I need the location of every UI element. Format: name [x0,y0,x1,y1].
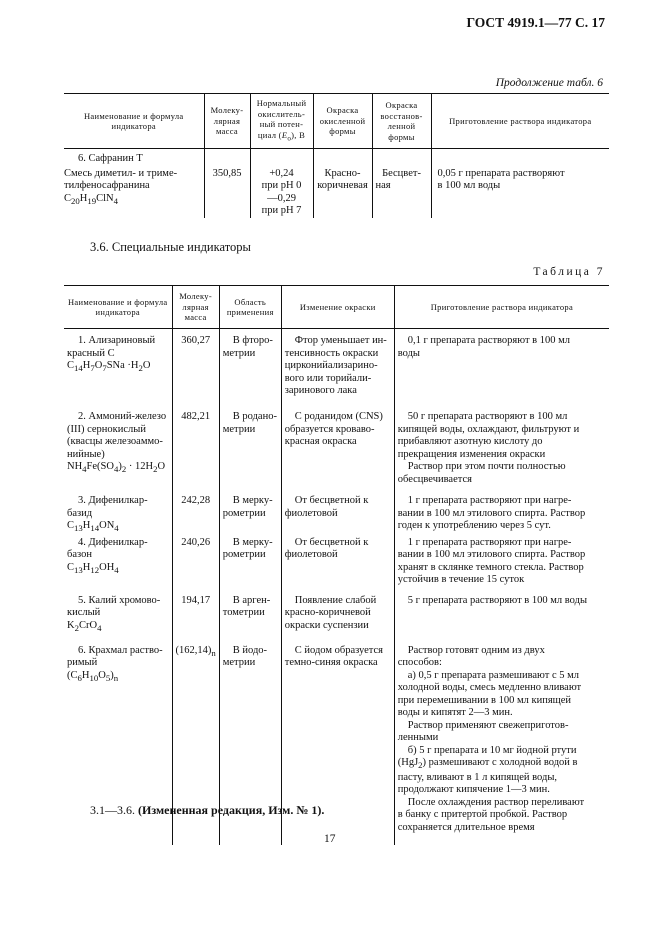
page-number: 17 [324,833,336,845]
preparation: 0,05 г препарата растворяют в 100 мл воды [431,166,609,218]
preparation: 50 г препарата растворяют в 100 мл кипящей воды, охлаждают, фильтруют и прибавляют азотную кислоту до прекращения изменения окраски Раствор при этом почти полностью обесцвечивается [394,405,609,489]
indicator-name: 3. Дифенилкар- базид $C_{13}H_{14}ON_4$ [67,495,148,534]
column-header: Окраска восстанов-ленной формы [372,94,431,149]
indicator-name: 5. Калий хромово- кислый $K_2CrO_4$ [67,594,161,633]
application-area: В йодо- метрии [219,639,281,845]
table-7-header [64,286,609,329]
indicator-name: Смесь диметил- и триме- тилфеносафранина $C_{20}H_{19}ClN_4$ [64,167,178,206]
preparation: 0,1 г препарата растворяют в 100 мл воды [394,329,609,406]
preparation: 1 г препарата растворяют при нагре- вании в 100 мл этилового спирта. Раствор хранят в склянке темного стекла. Раствор устойчив в течение 15 суток [394,535,609,589]
potential: +0,24 при pH 0 —0,29 при pH 7 [250,166,313,218]
preparation: Раствор готовят одним из двух способов: а) 0,5 г препарата размешивают с 5 мл холодной воды, смесь медленно вливают при перемешивании в 100 мл кипящей воды и кипятят 2—3 мин. Раствор применяют свежеприготов- ленными б) 5 г препарата и 10 мг йодной ртути (HgJ$_2$) размешивают с холодной водой в пасту, вливают в 1 л кипящей воды, продолжают кипячение 1—3 мин. После охлаждения раствор переливают в банку с притертой пробкой. Раствор сохраняется длительное время [394,639,609,845]
molar-mass: 242,28 [172,489,219,535]
column-header: Нормальный окислитель-ный потен-циал $(E_o)$, В [250,94,313,149]
column-header: Молеку-лярная масса [172,286,219,329]
molar-mass: 240,26 [172,535,219,589]
indicator-name: 6. Крахмал раство- римый $(C_6H_{10}O_5)_n$ [67,644,163,683]
application-area: В мерку- рометрии [219,535,281,589]
table-6-header [64,94,609,149]
column-header: Наименование и формула индикатора [64,94,204,149]
application-area: В мерку- рометрии [219,489,281,535]
application-area: В родано- метрии [219,405,281,489]
preparation: 1 г препарата растворяют при нагре- вании в 100 мл этилового спирта. Раствор годен к употреблению через 5 сут. [394,489,609,535]
indicator-name: 1. Ализариновый красный С $C_{14}H_7O_7SNa \cdot H_2O$ [67,335,156,374]
table-row [64,166,609,218]
molar-mass: 482,21 [172,405,219,489]
table-row [64,589,609,639]
molar-mass: 350,85 [204,166,250,218]
molar-mass: 360,27 [172,329,219,406]
footnote [90,803,324,818]
table-6 [64,93,609,218]
page-header: ГОСТ 4919.1—77 С. 17 [466,15,605,30]
color-change: С роданидом (CNS) образуется кроваво- красная окраска [281,405,394,489]
indicator-name: 4. Дифенилкар- базон $C_{13}H_{12}OH_4$ [67,536,148,575]
column-header: Область применения [219,286,281,329]
section-title: 3.6. Специальные индикаторы [90,240,251,254]
application-area: В арген- тометрии [219,589,281,639]
oxidized-color: Красно- коричневая [313,166,372,218]
column-header: Изменение окраски [281,286,394,329]
color-change: С йодом образуется темно-синяя окраска [281,639,394,845]
column-header: Приготовление раствора индикатора [394,286,609,329]
color-change: Появление слабой красно-коричневой окраски суспензии [281,589,394,639]
indicator-name: 2. Аммоний-железо (III) сернокислый (квасцы железоаммо- нийные) $NH_4Fe(SO_4)_2 \cdot 12H_2O$ [67,411,167,475]
color-change: От бесцветной к фиолетовой [281,535,394,589]
preparation: 5 г препарата растворяют в 100 мл воды [394,589,609,639]
molar-mass: $(162,14)_n$ [172,639,219,845]
indicator-title: 6. Сафранин Т [78,153,143,164]
footnote-text: (Измененная редакция, Изм. № 1). [138,803,325,817]
column-header: Окраска окисленной формы [313,94,372,149]
column-header: Наименование и формула индикатора [64,286,172,329]
table-continuation-label: Продолжение табл. 6 [495,77,603,89]
application-area: В фторо- метрии [219,329,281,406]
column-header: Приготовление раствора индикатора [431,94,609,149]
table-row [64,405,609,489]
footnote-ref: 3.1—3.6. [90,803,135,817]
column-header: Молеку-лярная масса [204,94,250,149]
table-row [64,489,609,535]
table-label: Таблица 7 [533,266,605,278]
table-row [64,149,609,166]
color-change: От бесцветной к фиолетовой [281,489,394,535]
table-7 [64,285,609,845]
molar-mass: 194,17 [172,589,219,639]
table-row [64,329,609,406]
table-row [64,535,609,589]
color-change: Фтор уменьшает ин- тенсивность окраски цирконийализарино- вого или торийали- заринового лака [281,329,394,406]
reduced-color: Бесцвет- ная [372,166,431,218]
